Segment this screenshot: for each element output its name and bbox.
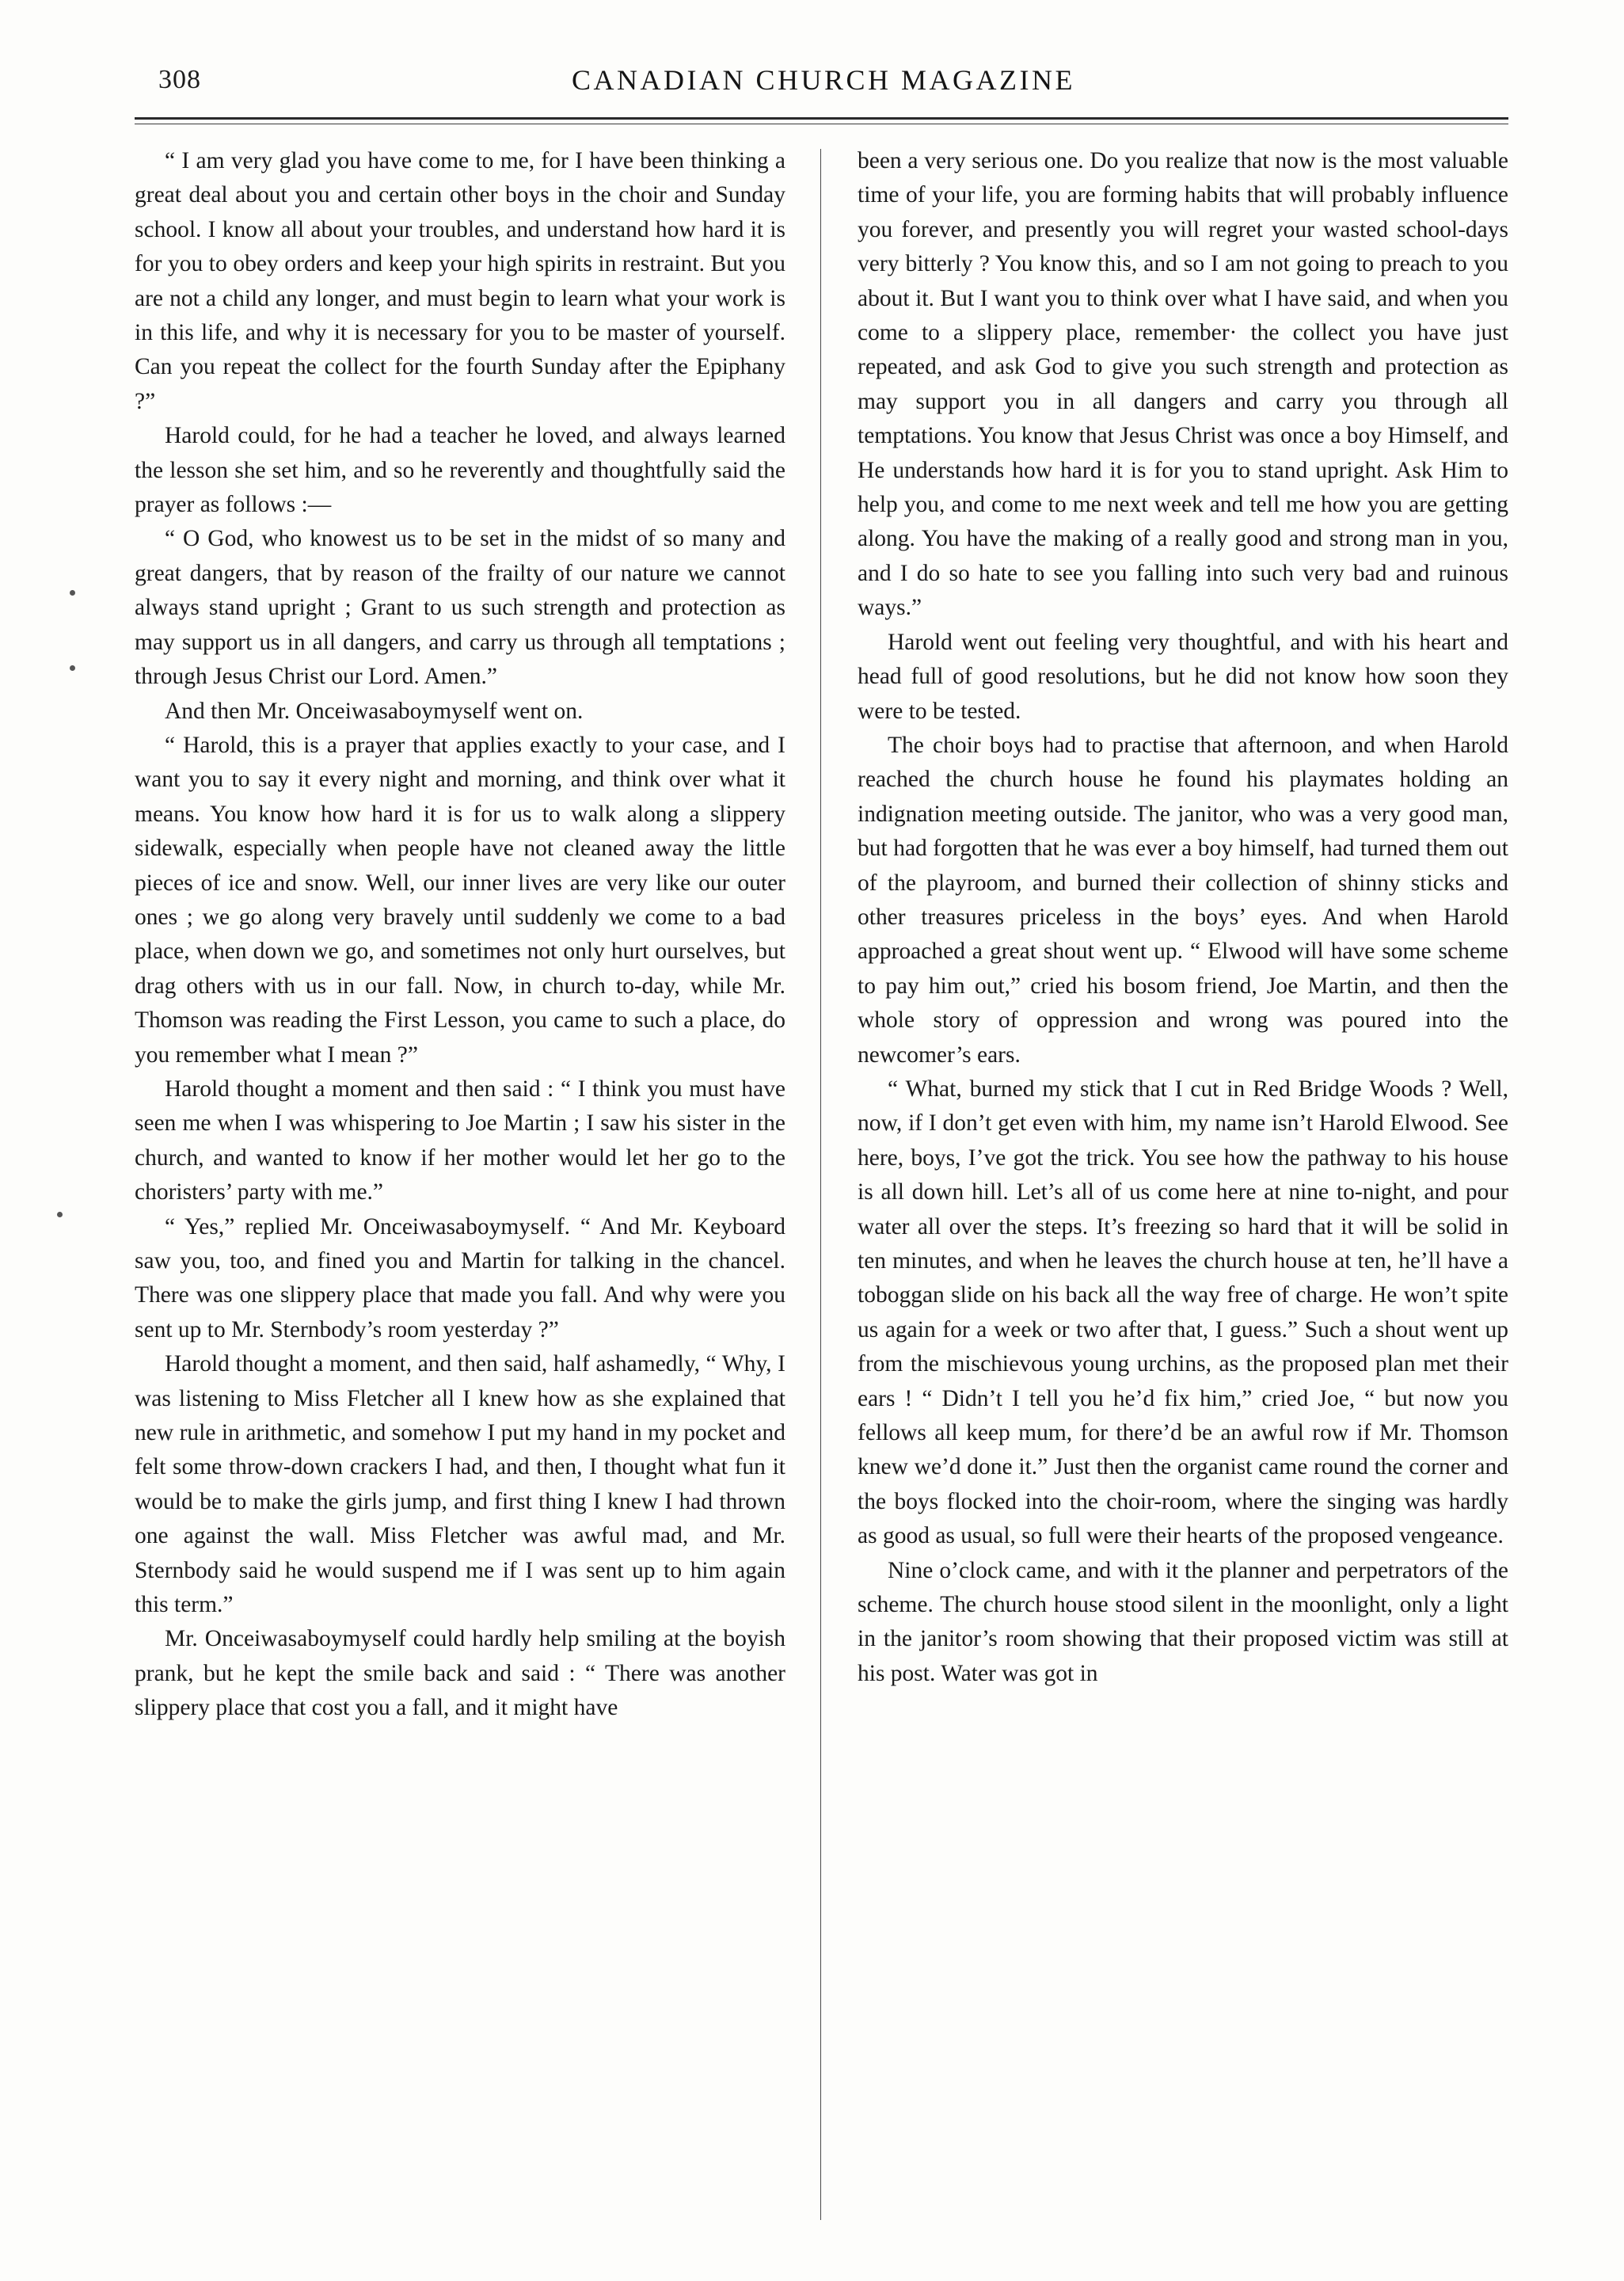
- running-title: CANADIAN CHURCH MAGAZINE: [572, 64, 1075, 96]
- body-columns: [135, 144, 1508, 2235]
- column-left: [135, 144, 785, 2235]
- page-number: 308: [158, 65, 201, 94]
- paragraph: “ O God, who knowest us to be set in the midst of so many and great dangers, that by reason of the frailty of our nature we cannot always stand upright ; Grant to us such strength and protection as may support us in all dangers, and carry us through all temptations ; through Jesus Christ our Lord. Amen.”: [135, 526, 785, 690]
- paragraph: “ I am very glad you have come to me, for I have been thinking a great deal about you and certain other boys in the choir and Sunday school. I know all about your troubles, and understand how hard it is for you to obey orders and keep your high spirits in restraint. But you are not a child any longer, and must begin to learn what your work is in this life, and why it is necessary for you to be master of yourself. Can you repeat the collect for the fourth Sunday after the Epiphany ?”: [135, 148, 785, 414]
- page-header: [135, 57, 1512, 112]
- paragraph: Harold could, for he had a teacher he loved, and always learned the lesson she set him, and so he reverently and thoughtfully said the prayer as follows :—: [135, 423, 785, 518]
- paragraph: Nine o’clock came, and with it the planner and perpetrators of the scheme. The church house stood silent in the moonlight, only a light in the janitor’s room showing that their proposed victim was still at his post. Water was got in: [858, 1557, 1508, 1686]
- page-speck: [70, 665, 75, 671]
- paragraph: The choir boys had to practise that afternoon, and when Harold reached the church house he found his playmates holding an indignation meeting outside. The janitor, who was a very good man, but had forgotten that he was ever a boy himself, had turned them out of the playroom, and burned their collection of shinny sticks and other treasures priceless in the boys’ eyes. And when Harold approached a great shout went up. “ Elwood will have some scheme to pay him out,” cried his bosom friend, Joe Martin, and then the whole story of oppression and wrong was poured into the newcomer’s ears.: [858, 732, 1508, 1068]
- paragraph: Harold thought a moment, and then said, half ashamedly, “ Why, I was listening to Miss Fletcher all I knew how as she explained that new rule in arithmetic, and somehow I put my hand in my pocket and felt some throw-down crackers I had, and then, I thought what fun it would be to make the girls jump, and first thing I knew I had thrown one against the wall. Miss Fletcher was awful mad, and Mr. Sternbody said he would suspend me if I was sent up to him again this term.”: [135, 1351, 785, 1618]
- paragraph: been a very serious one. Do you realize that now is the most valuable time of your life, you are forming habits that will probably influence you forever, and presently you will regret your wasted school-days very bitterly ? You know this, and so I am not going to preach to you about it. But I want you to think over what I have said, and when you come to a slippery place, remember· the collect you have just repeated, and ask God to give you such strength and protection as may support you in all dangers and carry you through all temptations. You know that Jesus Christ was once a boy Himself, and He understands how hard it is for you to stand upright. Ask Him to help you, and come to me next week and tell me how you are getting along. You have the making of a really good and strong man in you, and I do so hate to see you falling into such very bad and ruinous ways.”: [858, 148, 1508, 621]
- paragraph: And then Mr. Onceiwasaboymyself went on.: [165, 698, 584, 724]
- column-right: [858, 144, 1508, 2235]
- paragraph: “ Yes,” replied Mr. Onceiwasaboymyself. “ And Mr. Keyboard saw you, too, and fined you and Martin for talking in the chancel. There was one slippery place that made you fall. And why were you sent up to Mr. Sternbody’s room yesterday ?”: [135, 1213, 785, 1342]
- paragraph: Mr. Onceiwasaboymyself could hardly help smiling at the boyish prank, but he kept the smile back and said : “ There was another slippery place that cost you a fall, and it might have: [135, 1626, 785, 1721]
- page-speck: [57, 1212, 63, 1217]
- paragraph: Harold thought a moment and then said : “ I think you must have seen me when I was whispering to Joe Martin ; I saw his sister in the church, and wanted to know if her mother would let her go to the choristers’ party with me.”: [135, 1076, 785, 1205]
- column-divider: [820, 149, 821, 2220]
- paragraph: “ Harold, this is a prayer that applies exactly to your case, and I want you to say it every night and morning, and think over what it means. You know how hard it is for us to walk along a slippery sidewalk, especially when people have not cleaned away the little pieces of ice and snow. Well, our inner lives are very like our outer ones ; we go along very bravely until suddenly we come to a bad place, when down we go, and sometimes not only hurt ourselves, but drag others with us in our fall. Now, in church to-day, while Mr. Thomson was reading the First Lesson, you came to such a place, do you remember what I mean ?”: [135, 732, 785, 1068]
- header-rule-thick: [135, 117, 1508, 120]
- paragraph: Harold went out feeling very thoughtful, and with his heart and head full of good resolutions, but he did not know how soon they were to be tested.: [858, 629, 1508, 724]
- page-speck: [70, 590, 75, 596]
- paragraph: “ What, burned my stick that I cut in Red Bridge Woods ? Well, now, if I don’t get even with him, my name isn’t Harold Elwood. See here, boys, I’ve got the trick. You see how the pathway to his house is all down hill. Let’s all of us come here at nine to-night, and pour water all over the steps. It’s freezing so hard that it will be solid in ten minutes, and when he leaves the church house at ten, he’ll have a toboggan slide on his back all the way free of charge. He won’t spite us again for a week or two after that, I guess.” Such a shout went up from the mischievous young urchins, as the proposed plan met their ears ! “ Didn’t I tell you he’d fix him,” cried Joe, “ but now you fellows all keep mum, for there’d be an awful row if Mr. Thomson knew we’d done it.” Just then the organist came round the corner and the boys flocked into the choir-room, where the singing was hardly as good as usual, so full were their hearts of the proposed vengeance.: [858, 1076, 1508, 1549]
